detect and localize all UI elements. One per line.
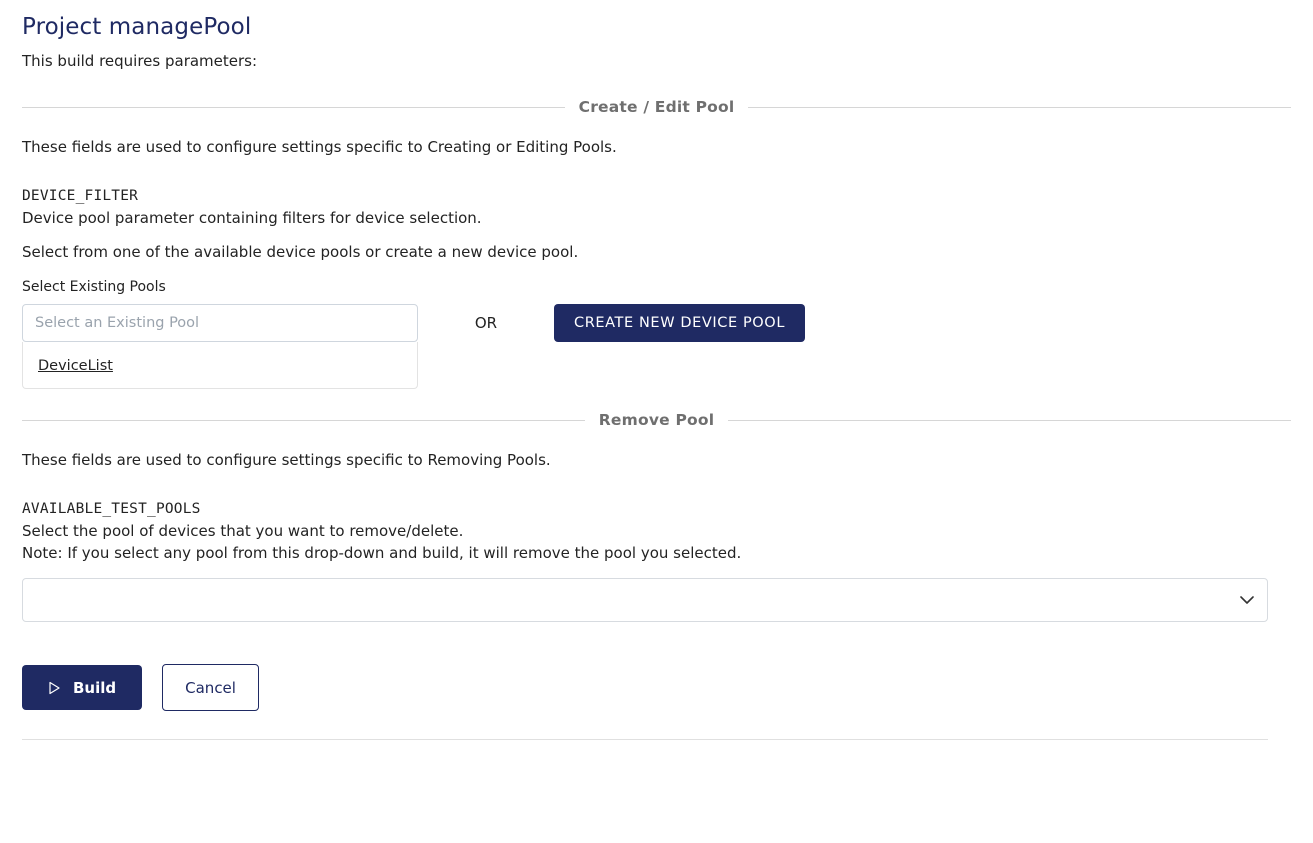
section-description-create-edit-pool: These fields are used to configure settings specific to Creating or Editing Pools. [22, 138, 617, 156]
page-subtitle: This build requires parameters: [22, 52, 258, 70]
suggestion-item-devicelist[interactable]: DeviceList [38, 358, 113, 374]
param-note-available-test-pools: Note: If you select any pool from this drop-down and build, it will remove the pool you selected. [22, 544, 742, 562]
section-header-remove-pool [22, 411, 1291, 429]
section-header-create-edit-pool [22, 98, 1291, 116]
param-helper-device-filter: Select from one of the available device pools or create a new device pool. [22, 243, 579, 261]
available-test-pools-select-wrap [22, 578, 1268, 622]
section-rule-left [22, 107, 565, 108]
build-button-label: Build [73, 678, 117, 697]
section-rule-right [748, 107, 1291, 108]
section-legend-create-edit-pool: Create / Edit Pool [578, 98, 735, 116]
cancel-button[interactable]: Cancel [162, 664, 259, 711]
section-description-remove-pool: These fields are used to configure settings specific to Removing Pools. [22, 451, 551, 469]
page-title: Project managePool [22, 14, 252, 40]
available-test-pools-select[interactable] [22, 578, 1268, 622]
param-description-device-filter: Device pool parameter containing filters for device selection. [22, 209, 482, 227]
device-filter-row [22, 304, 1291, 389]
play-icon [48, 681, 61, 695]
section-rule-left-2 [22, 420, 585, 421]
existing-pool-column [22, 304, 418, 389]
label-select-existing-pools: Select Existing Pools [22, 279, 166, 295]
param-name-device-filter: DEVICE_FILTER [22, 188, 139, 204]
or-separator-label: OR [474, 314, 498, 332]
section-rule-right-2 [728, 420, 1291, 421]
create-new-device-pool-button[interactable]: CREATE NEW DEVICE POOL [554, 304, 805, 342]
existing-pool-input[interactable] [22, 304, 418, 342]
spacer [22, 389, 1291, 411]
param-name-available-test-pools: AVAILABLE_TEST_POOLS [22, 501, 201, 517]
section-legend-remove-pool: Remove Pool [598, 411, 715, 429]
existing-pool-suggestions [22, 342, 418, 389]
form-actions [22, 664, 1291, 711]
bottom-divider [22, 739, 1268, 740]
param-description-available-test-pools: Select the pool of devices that you want to remove/delete. [22, 522, 464, 540]
build-button[interactable] [22, 665, 142, 710]
